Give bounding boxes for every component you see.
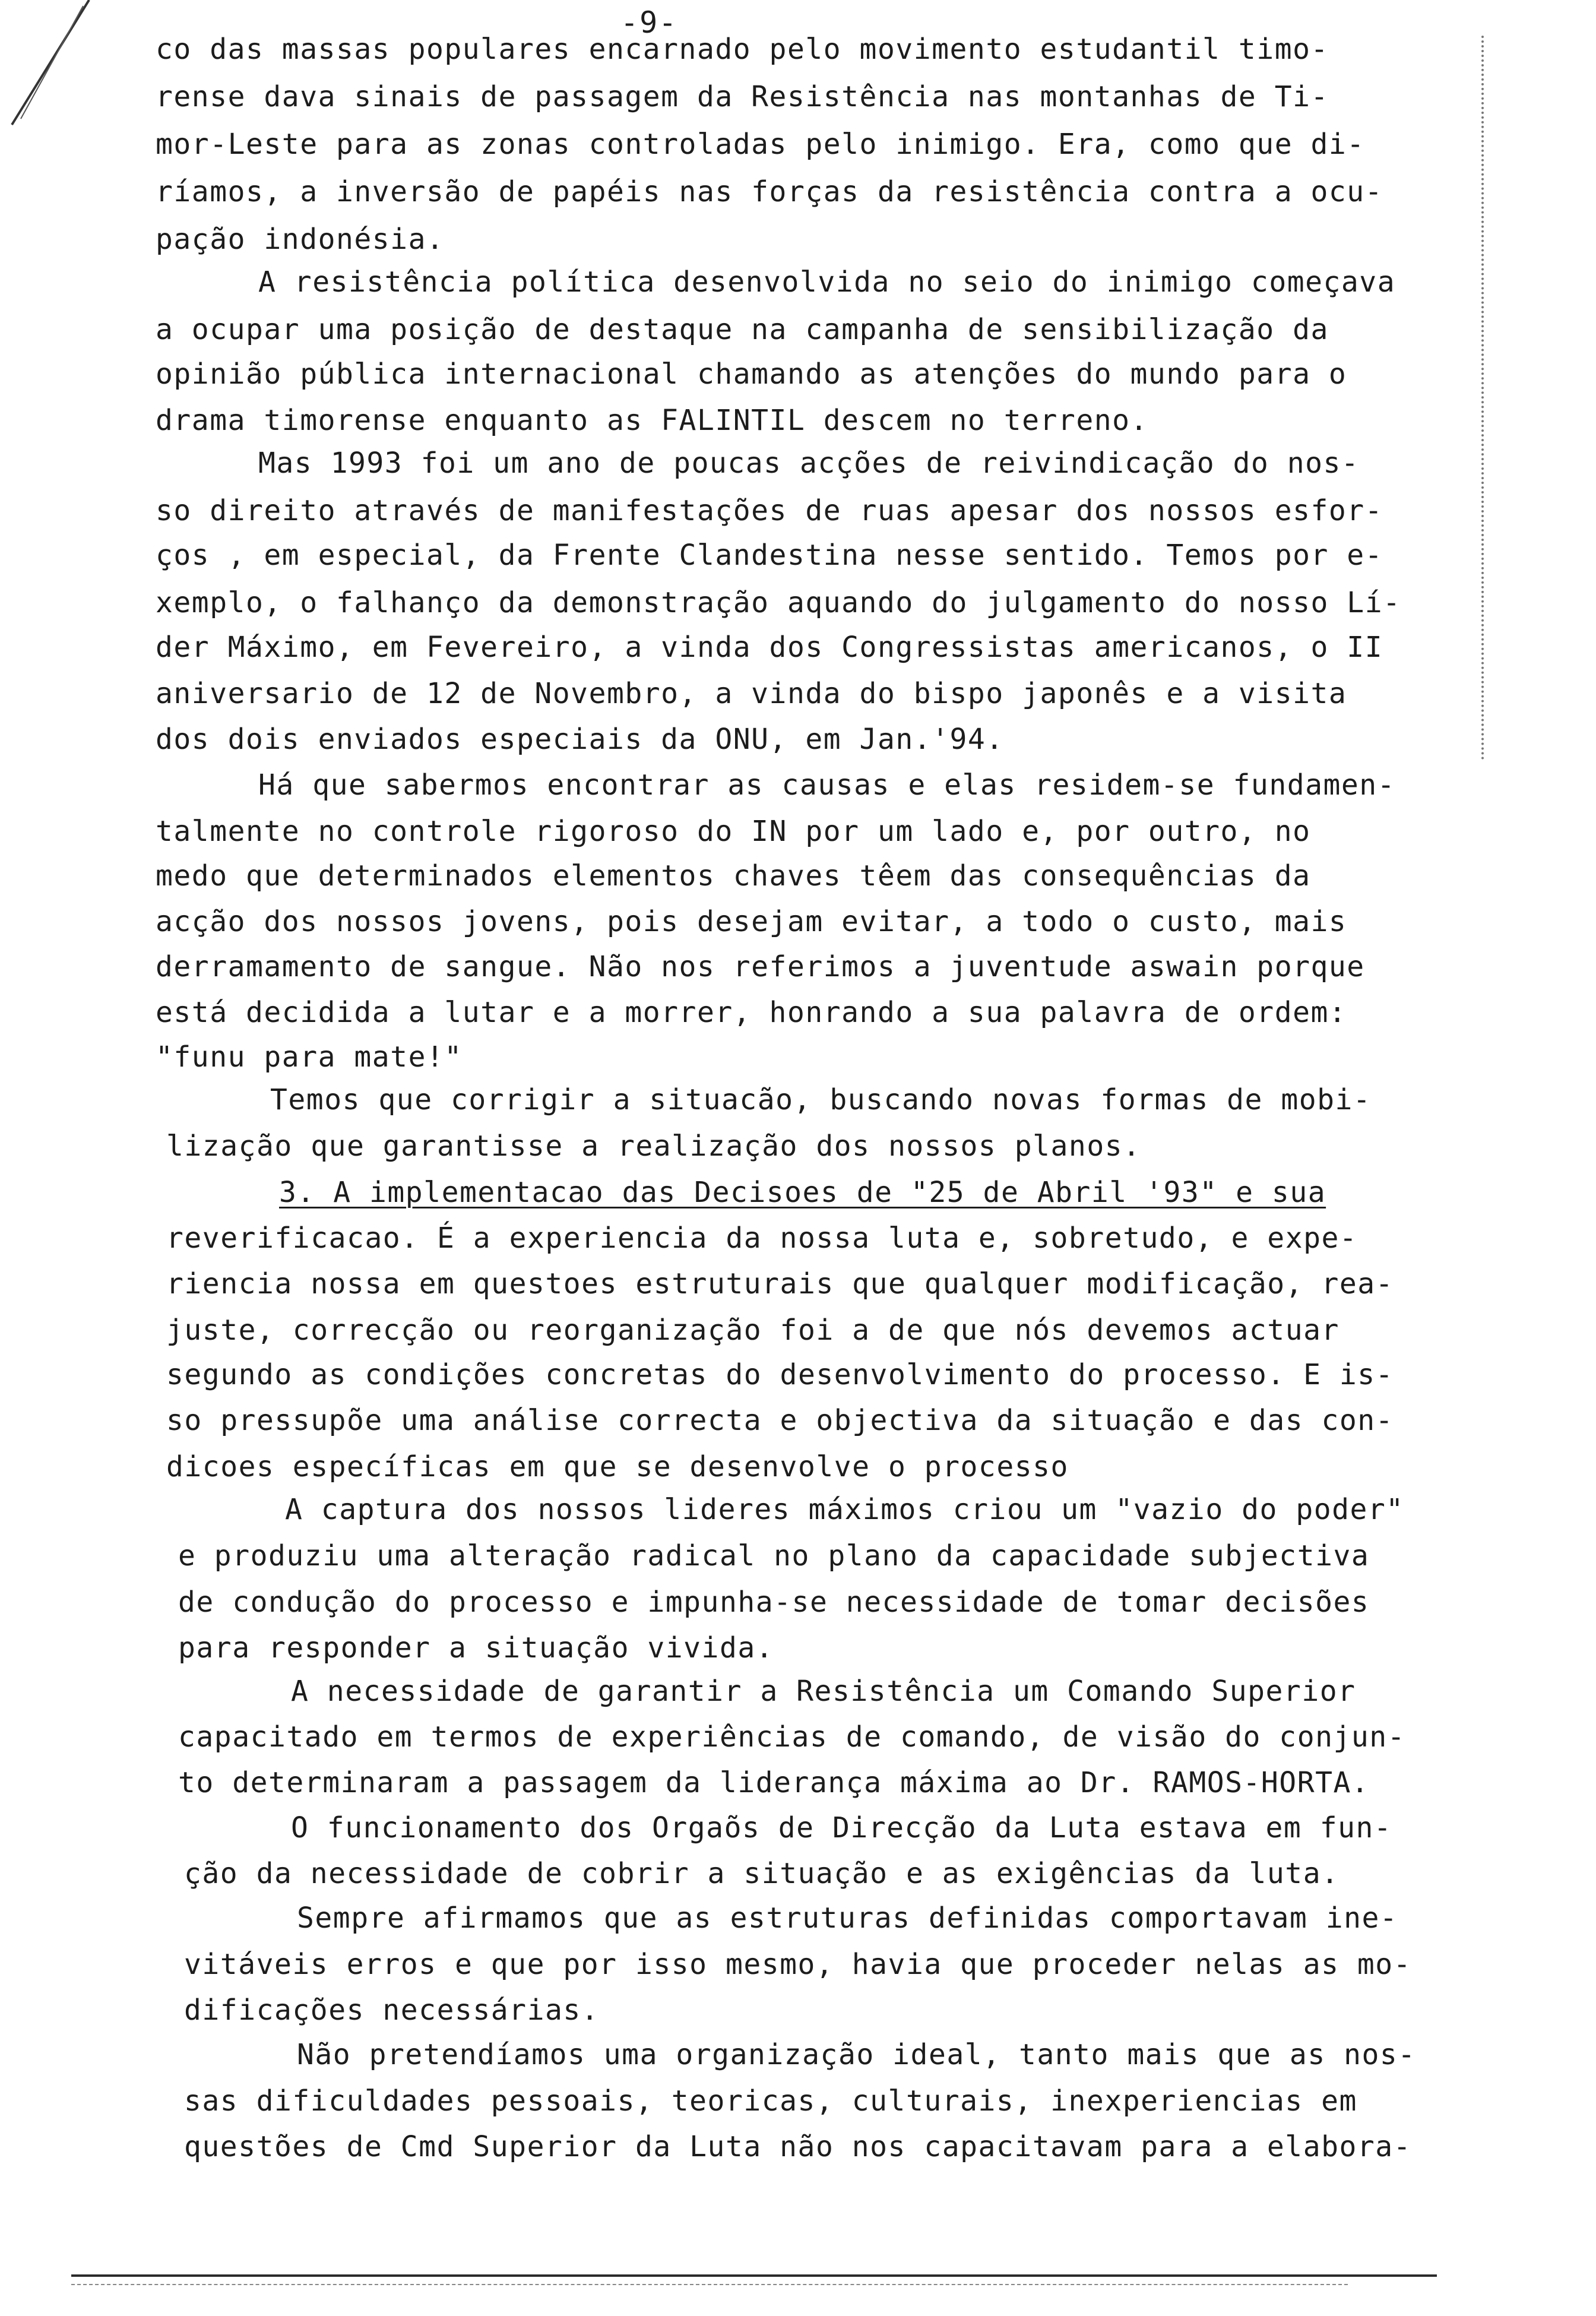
body-line-9: drama timorense enquanto as FALINTIL descem no terreno. [156, 404, 1148, 437]
body-line-17: Há que sabermos encontrar as causas e elas residem-se fundamen- [258, 768, 1396, 802]
body-line-6: A resistência política desenvolvida no seio do inimigo começava [258, 265, 1396, 299]
page-number: -9- [620, 5, 678, 40]
body-line-13: xemplo, o falhanço da demonstração aquando do julgamento do nosso Lí- [156, 586, 1401, 619]
body-line-4: ríamos, a inversão de papéis nas forças da resistência contra a ocu- [156, 175, 1383, 208]
body-line-34: e produziu uma alteração radical no plano da capacidade subjectiva [178, 1539, 1370, 1573]
bottom-rule [71, 2274, 1437, 2277]
body-line-40: O funcionamento dos Orgaõs de Direcção da Luta estava em fun- [291, 1811, 1392, 1844]
body-line-19: medo que determinados elementos chaves têem das consequências da [156, 859, 1311, 893]
body-line-15: aniversario de 12 de Novembro, a vinda do bispo japonês e a visita [156, 677, 1347, 710]
body-line-35: de condução do processo e impunha-se necessidade de tomar decisões [178, 1586, 1370, 1619]
body-line-18: talmente no controle rigoroso do IN por um lado e, por outro, no [156, 815, 1311, 848]
body-line-31: so pressupõe uma análise correcta e objectiva da situação e das con- [166, 1404, 1394, 1437]
body-line-30: segundo as condições concretas do desenvolvimento do processo. E is- [166, 1358, 1394, 1391]
body-line-27: reverificacao. É a experiencia da nossa luta e, sobretudo, e expe- [166, 1222, 1358, 1255]
body-line-42: Sempre afirmamos que as estruturas definidas comportavam ine- [297, 1901, 1398, 1935]
body-line-43: vitáveis erros e que por isso mesmo, havia que proceder nelas as mo- [184, 1948, 1412, 1981]
body-line-45: Não pretendíamos uma organização ideal, tanto mais que as nos- [297, 2038, 1416, 2071]
body-line-10: Mas 1993 foi um ano de poucas acções de reivindicação do nos- [258, 447, 1360, 480]
body-line-47: questões de Cmd Superior da Luta não nos capacitavam para a elabora- [184, 2130, 1412, 2163]
body-line-3: mor-Leste para as zonas controladas pelo inimigo. Era, como que di- [156, 128, 1365, 161]
body-line-46: sas dificuldades pessoais, teoricas, culturais, inexperiencias em [184, 2084, 1357, 2118]
body-line-41: ção da necessidade de cobrir a situação e as exigências da luta. [184, 1857, 1340, 1890]
body-line-36: para responder a situação vivida. [178, 1631, 774, 1665]
body-line-14: der Máximo, em Fevereiro, a vinda dos Congressistas americanos, o II [156, 631, 1383, 664]
body-line-32: dicoes específicas em que se desenvolve o processo [166, 1450, 1069, 1483]
body-line-21: derramamento de sangue. Não nos referimos a juventude aswain porque [156, 950, 1365, 983]
body-line-5: pação indonésia. [156, 223, 445, 256]
body-line-25: lização que garantisse a realização dos nossos planos. [166, 1129, 1141, 1163]
body-line-8: opinião pública internacional chamando as atenções do mundo para o [156, 357, 1347, 391]
body-line-12: ços , em especial, da Frente Clandestina nesse sentido. Temos por e- [156, 539, 1383, 572]
body-line-28: riencia nossa em questoes estruturais que qualquer modificação, rea- [166, 1267, 1394, 1301]
section-heading-3: 3. A implementacao das Decisoes de "25 de Abril '93" e sua [279, 1176, 1326, 1209]
body-line-39: to determinaram a passagem da liderança máxima ao Dr. RAMOS-HORTA. [178, 1766, 1370, 1799]
body-line-38: capacitado em termos de experiências de comando, de visão do conjun- [178, 1720, 1406, 1754]
body-line-2: rense dava sinais de passagem da Resistência nas montanhas de Ti- [156, 80, 1329, 113]
body-line-24: Temos que corrigir a situacão, buscando novas formas de mobi- [270, 1083, 1372, 1116]
body-line-20: acção dos nossos jovens, pois desejam evitar, a todo o custo, mais [156, 905, 1347, 938]
body-line-1: co das massas populares encarnado pelo movimento estudantil timo- [156, 33, 1329, 66]
bottom-rule-faint [71, 2284, 1348, 2285]
body-line-23: "funu para mate!" [156, 1040, 463, 1074]
body-line-33: A captura dos nossos lideres máximos criou um "vazio do poder" [285, 1493, 1404, 1526]
body-line-22: está decidida a lutar e a morrer, honrando a sua palavra de ordem: [156, 996, 1347, 1029]
body-line-37: A necessidade de garantir a Resistência um Comando Superior [291, 1675, 1356, 1708]
body-line-29: juste, correcção ou reorganização foi a de que nós devemos actuar [166, 1314, 1340, 1347]
body-line-16: dos dois enviados especiais da ONU, em Jan.'94. [156, 723, 1004, 756]
body-line-7: a ocupar uma posição de destaque na campanha de sensibilização da [156, 313, 1329, 346]
body-line-44: dificações necessárias. [184, 1994, 600, 2027]
body-line-11: so direito através de manifestações de ruas apesar dos nossos esfor- [156, 494, 1383, 527]
